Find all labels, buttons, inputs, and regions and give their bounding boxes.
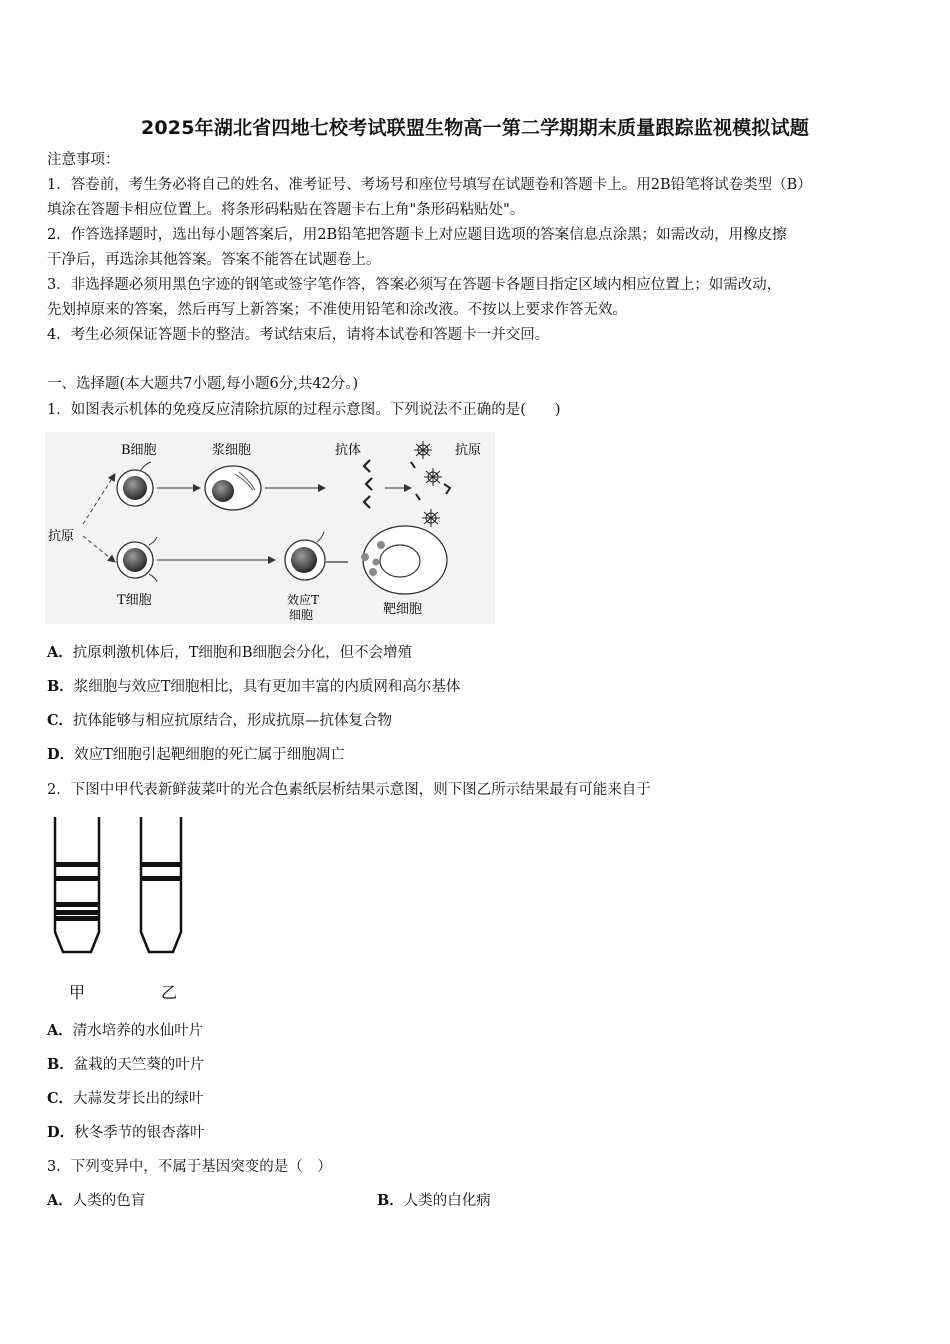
effector-t-label-1: 效应T (287, 593, 320, 607)
q3-option-b: B．人类的白化病 (377, 1192, 491, 1209)
strip-yi (141, 817, 181, 952)
q1-option-c: C．抗体能够与相应抗原结合，形成抗原—抗体复合物 (47, 712, 393, 729)
q2-option-b: B．盆栽的天竺葵的叶片 (47, 1056, 205, 1073)
chromatography-strips (45, 812, 195, 1007)
notice-line: 4．考生必须保证答题卡的整洁。考试结束后，请将本试卷和答题卡一并交回。 (47, 327, 550, 343)
notice-line: 3．非选择题必须用黑色字迹的钢笔或签字笔作答，答案必须写在答题卡各题目指定区域内相应位置上；如需改动， (47, 277, 782, 293)
q2-option-c: C．大蒜发芽长出的绿叶 (47, 1090, 204, 1107)
plasma-cell (205, 466, 261, 510)
notice-line: 干净后，再选涂其他答案。答案不能答在试题卷上。 (47, 252, 381, 268)
q1-option-a: A．抗原刺激机体后，T细胞和B细胞会分化，但不会增殖 (47, 644, 413, 661)
target-cell-label: 靶细胞 (383, 602, 423, 617)
page-title: 2025年湖北省四地七校考试联盟生物高一第二学期期末质量跟踪监视模拟试题 (140, 117, 810, 139)
antibody-label: 抗体 (335, 443, 362, 458)
question-1-stem: 1．如图表示机体的免疫反应清除抗原的过程示意图。下列说法不正确的是( ) (47, 402, 561, 418)
q2-option-a: A．清水培养的水仙叶片 (47, 1022, 204, 1039)
section-heading: 一、选择题(本大题共7小题,每小题6分,共42分。) (47, 376, 359, 392)
notice-line: 1．答卷前，考生务必将自己的姓名、准考证号、考场号和座位号填写在试题卷和答题卡上。用2B铅笔将试卷类型（B） (47, 177, 812, 193)
q1-option-d: D．效应T细胞引起靶细胞的死亡属于细胞凋亡 (47, 746, 345, 763)
label-jia: 甲 (69, 983, 86, 1002)
question-3-stem: 3．下列变异中，不属于基因突变的是（ ） (47, 1159, 332, 1175)
plasma-cell-label: 浆细胞 (212, 443, 252, 458)
t-cell-label: T细胞 (117, 593, 152, 608)
notice-heading: 注意事项： (47, 152, 120, 168)
effector-t-label-2: 细胞 (289, 608, 314, 622)
antigen-label-right: 抗原 (455, 443, 482, 458)
b-cell-label: B细胞 (121, 443, 157, 458)
notice-line: 2．作答选择题时，选出每小题答案后，用2B铅笔把答题卡上对应题目选项的答案信息点涂黑；如需改动，用橡皮擦 (47, 227, 787, 243)
label-yi: 乙 (161, 983, 178, 1002)
notice-line: 先划掉原来的答案，然后再写上新答案；不准使用铅笔和涂改液。不按以上要求作答无效。 (47, 302, 627, 318)
q2-option-d: D．秋冬季节的银杏落叶 (47, 1124, 205, 1141)
immune-response-diagram (45, 432, 495, 624)
question-2-stem: 2．下图中甲代表新鲜菠菜叶的光合色素纸层析结果示意图，则下图乙所示结果最有可能来自于 (47, 782, 651, 798)
q1-option-b: B．浆细胞与效应T细胞相比，具有更加丰富的内质网和高尔基体 (47, 678, 461, 695)
antigen-label-left: 抗原 (48, 529, 75, 544)
notice-line: 填涂在答题卡相应位置上。将条形码粘贴在答题卡右上角"条形码粘贴处"。 (47, 202, 525, 218)
strip-jia (55, 817, 99, 952)
q3-option-a: A．人类的色盲 (47, 1192, 146, 1209)
